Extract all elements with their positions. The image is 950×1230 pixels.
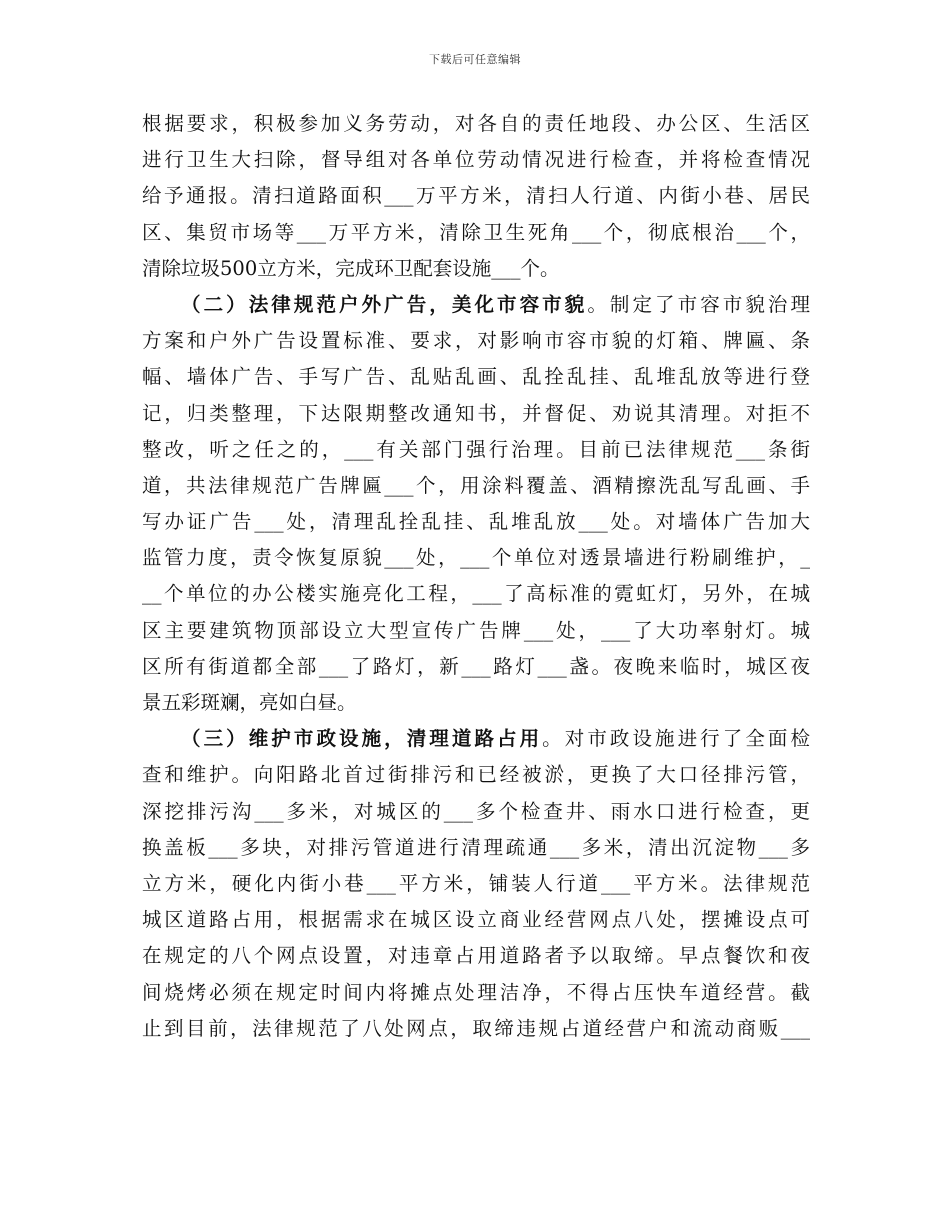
section-heading-line (142, 721, 810, 757)
text-line: 幅、墙体广告、手写广告、乱贴乱画、乱拴乱挂、乱堆乱放等进行登 (142, 365, 810, 389)
text-line: 区、集贸市场等___万平方米，清除卫生死角___个，彻底根治___个， (142, 220, 810, 244)
text-line: 清除垃圾500立方米，完成环卫配套设施___个。 (142, 256, 560, 280)
text-line: 深挖排污沟___多米，对城区的___多个检查井、雨水口进行检查，更 (142, 799, 810, 823)
text-line: 根据要求，积极参加义务劳动，对各自的责任地段、办公区、生活区 (142, 112, 810, 135)
text-line: 在规定的八个网点设置，对违章占用道路者予以取缔。早点餐饮和夜 (142, 944, 810, 968)
text-line: 立方米，硬化内街小巷___平方米，铺装人行道___平方米。法律规范 (142, 871, 810, 895)
text-line: 进行卫生大扫除，督导组对各单位劳动情况进行检查，并将检查情况 (142, 148, 810, 172)
text-line: 道，共法律规范广告牌匾___个，用涂料覆盖、酒精擦洗乱写乱画、手 (142, 473, 810, 497)
text-line: 换盖板___多块，对排污管道进行清理疏通___多米，清出沉淀物___多 (142, 835, 810, 859)
page-header: 下载后可任意编辑 (429, 53, 521, 66)
text-line: 整改，听之任之的，___有关部门强行治理。目前已法律规范___条街 (142, 437, 810, 461)
text-line: 写办证广告___处，清理乱拴乱挂、乱堆乱放___处。对墙体广告加大 (142, 510, 810, 534)
text-line: 止到目前，法律规范了八处网点，取缔违规占道经营户和流动商贩___ (142, 1016, 810, 1040)
text-line: 城区道路占用，根据需求在城区设立商业经营网点八处，摆摊设点可 (142, 908, 810, 932)
section-heading-line (142, 287, 810, 323)
text-line: 监管力度，责令恢复原貌___处，___个单位对透景墙进行粉刷维护，_ (142, 546, 810, 570)
document-body (142, 106, 810, 1047)
text-line: 查和维护。向阳路北首过街排污和已经被淤，更换了大口径排污管， (142, 763, 810, 787)
heading-continuation: 。对市政设施进行了全面检 (542, 727, 810, 751)
section-heading: （三）维护市政设施，清理道路占用 (181, 727, 543, 751)
heading-continuation: 。制定了市容市貌治理 (587, 292, 810, 316)
section-heading: （二）法律规范户外广告，美化市容市貌 (181, 292, 588, 316)
paragraph-municipal-facilities (142, 721, 810, 1047)
text-line: __个单位的办公楼实施亮化工程，___了高标准的霓虹灯，另外，在城 (142, 582, 810, 606)
text-line: 记，归类整理，下达限期整改通知书，并督促、劝说其清理。对拒不 (142, 401, 810, 425)
paragraph-outdoor-advertising (142, 287, 810, 721)
text-line: 景五彩斑斓，亮如白昼。 (142, 691, 357, 714)
text-line: 给予通报。清扫道路面积___万平方米，清扫人行道、内街小巷、居民 (142, 184, 810, 208)
text-line: 间烧烤必须在规定时间内将摊点处理洁净，不得占压快车道经营。截 (142, 980, 810, 1004)
text-line: 区主要建筑物顶部设立大型宣传广告牌___处，___了大功率射灯。城 (142, 618, 810, 642)
text-line: 方案和户外广告设置标准、要求，对影响市容市貌的灯箱、牌匾、条 (142, 329, 810, 353)
text-line: 区所有街道都全部___了路灯，新___路灯___盏。夜晚来临时，城区夜 (142, 654, 810, 678)
paragraph-environmental-cleanup (142, 106, 810, 287)
